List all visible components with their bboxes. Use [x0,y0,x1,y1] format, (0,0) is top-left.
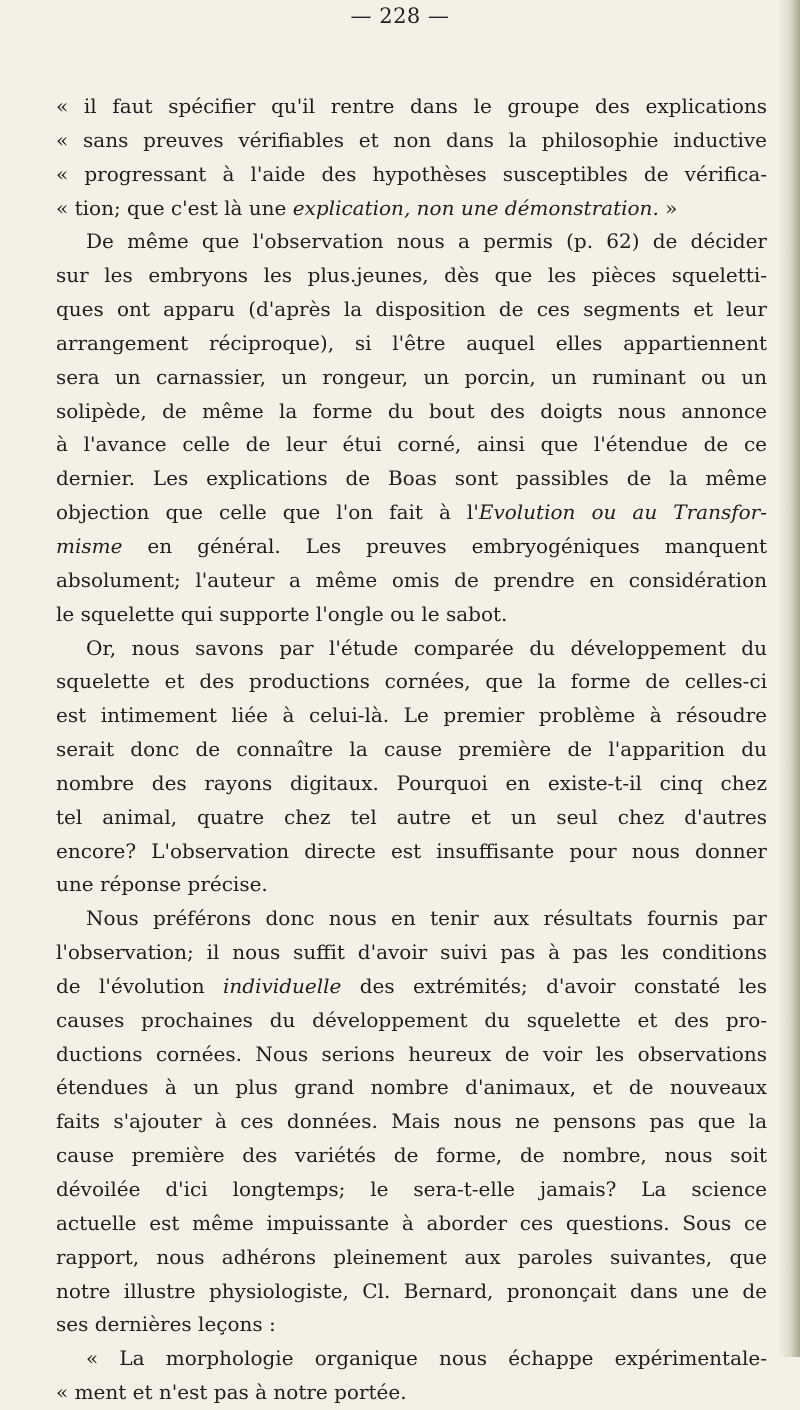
italic-text: explication, non une démonstration. [292,195,659,220]
text-line: nombre des rayons digitaux. Pourquoi en existe-t-il cinq chez [56,770,767,795]
text-line: absolument; l'auteur a même omis de prendre en considération [56,567,767,592]
text-line: le squelette qui supporte l'ongle ou le sabot. [56,601,508,626]
text-line: ses dernières leçons : [56,1312,276,1337]
text-line: arrangement réciproque), si l'être auquel elles appartiennent [56,330,767,355]
text-line: faits s'ajouter à ces données. Mais nous ne pensons pas que la [56,1109,767,1134]
text-run: en général. Les preuves embryogéniques manquent [122,533,767,558]
text-run: des extrémités; d'avoir constaté les [341,973,767,998]
text-line [56,496,767,530]
text-run: objection que celle que l'on fait à l' [56,500,479,525]
text-line: notre illustre physiologiste, Cl. Bernard, prononçait dans une de [56,1278,767,1303]
text-line: Or, nous savons par l'étude comparée du développement du [86,635,767,660]
text-line: dernier. Les explications de Boas sont passibles de la même [56,466,767,491]
text-line: « La morphologie organique nous échappe expérimentale- [86,1346,767,1371]
italic-text: misme [56,533,123,558]
text-line: est intimement liée à celui-là. Le premier problème à résoudre [56,703,767,728]
text-run: de l'évolution [56,973,224,998]
paragraph [56,632,767,903]
text-line: dévoilée d'ici longtemps; le sera-t-elle jamais? La science [56,1177,767,1201]
text-run: » [658,195,678,220]
text-line: cause première des variétés de forme, de nombre, nous soit [56,1143,767,1168]
paragraph [56,225,767,631]
italic-text: Evolution ou au Transfor- [478,500,767,525]
paragraph [56,90,767,225]
text-line: sera un carnassier, un rongeur, un porcin, un ruminant ou un [56,364,767,389]
text-line [56,530,767,564]
page-number: — 228 — [350,4,450,28]
text-line: l'observation; il nous suffit d'avoir suivi pas à pas les conditions [56,940,767,965]
text-line: « progressant à l'aide des hypothèses susceptibles de vérifica- [56,161,767,186]
text-line: ductions cornées. Nous serions heureux de voir les observations [56,1041,767,1066]
paragraph [56,1342,767,1410]
text-line [56,970,767,1004]
text-line: causes prochaines du développement du squelette et des pro- [56,1007,767,1032]
text-line: à l'avance celle de leur étui corné, ainsi que l'étendue de ce [56,432,767,457]
text-line: serait donc de connaître la cause première de l'apparition du [56,737,767,762]
paragraph [56,902,767,1342]
text-line: Nous préférons donc nous en tenir aux résultats fournis par [86,906,767,931]
text-line: encore? L'observation directe est insuffisante pour nous donner [56,838,767,863]
text-line: étendues à un plus grand nombre d'animaux, et de nouveaux [56,1075,767,1100]
text-line: De même que l'observation nous a permis (p. 62) de décider [86,229,767,254]
text-line [56,192,767,226]
text-line: « ment et n'est pas à notre portée. [56,1380,407,1405]
text-run: « tion; que c'est là une [56,195,293,220]
text-line: tel animal, quatre chez tel autre et un seul chez d'autres [56,804,767,829]
text-line: solipède, de même la forme du bout des doigts nous annonce [56,398,767,423]
text-line: rapport, nous adhérons pleinement aux paroles suivantes, que [56,1244,767,1269]
text-line: « il faut spécifier qu'il rentre dans le groupe des explications [56,94,767,118]
body-text [56,90,767,1410]
text-line: une réponse précise. [56,872,268,897]
text-line: ques ont apparu (d'après la disposition de ces segments et leur [56,297,767,322]
page-edge-shadow [778,0,800,1357]
text-line: squelette et des productions cornées, que la forme de celles-ci [56,669,767,694]
text-line: « sans preuves vérifiables et non dans la philosophie inductive [56,127,767,152]
italic-text: individuelle [223,973,342,998]
text-line: actuelle est même impuissante à aborder ces questions. Sous ce [56,1210,767,1235]
text-line: sur les embryons les plus.jeunes, dès que les pièces squeletti- [56,263,767,288]
